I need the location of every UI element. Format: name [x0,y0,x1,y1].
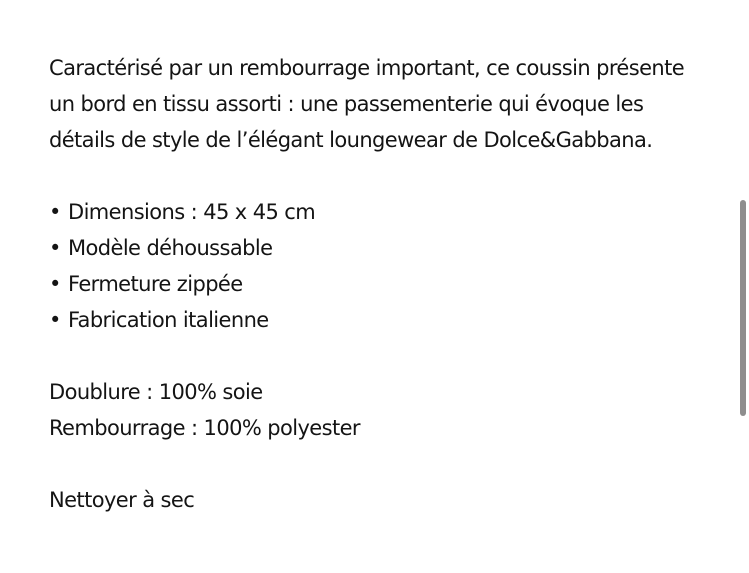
product-description [49,50,699,518]
bullet-icon: • [49,236,61,260]
feature-text: Fabrication italienne [68,308,269,332]
feature-text: Modèle déhoussable [68,236,273,260]
spacer [49,338,699,374]
composition-filling: Rembourrage : 100% polyester [49,416,360,440]
feature-text: Dimensions : 45 x 45 cm [68,200,316,224]
spacer [49,158,699,194]
feature-item [49,302,699,338]
feature-text: Fermeture zippée [68,272,243,296]
bullet-icon: • [49,200,61,224]
scrollbar[interactable] [740,200,746,416]
feature-item [49,266,699,302]
bullet-icon: • [49,308,61,332]
composition-lining: Doublure : 100% soie [49,380,263,404]
feature-list [49,194,699,338]
description-intro: Caractérisé par un rembourrage important, ce coussin présente un bord en tissu assorti : une passementerie qui évoque les détails de style de l’élégant loungewear de Dolce&Gabbana. [49,56,691,152]
scrollbar-thumb[interactable] [740,200,746,416]
bullet-icon: • [49,272,61,296]
care-instructions: Nettoyer à sec [49,488,195,512]
spacer [49,446,699,482]
feature-item [49,230,699,266]
feature-item [49,194,699,230]
